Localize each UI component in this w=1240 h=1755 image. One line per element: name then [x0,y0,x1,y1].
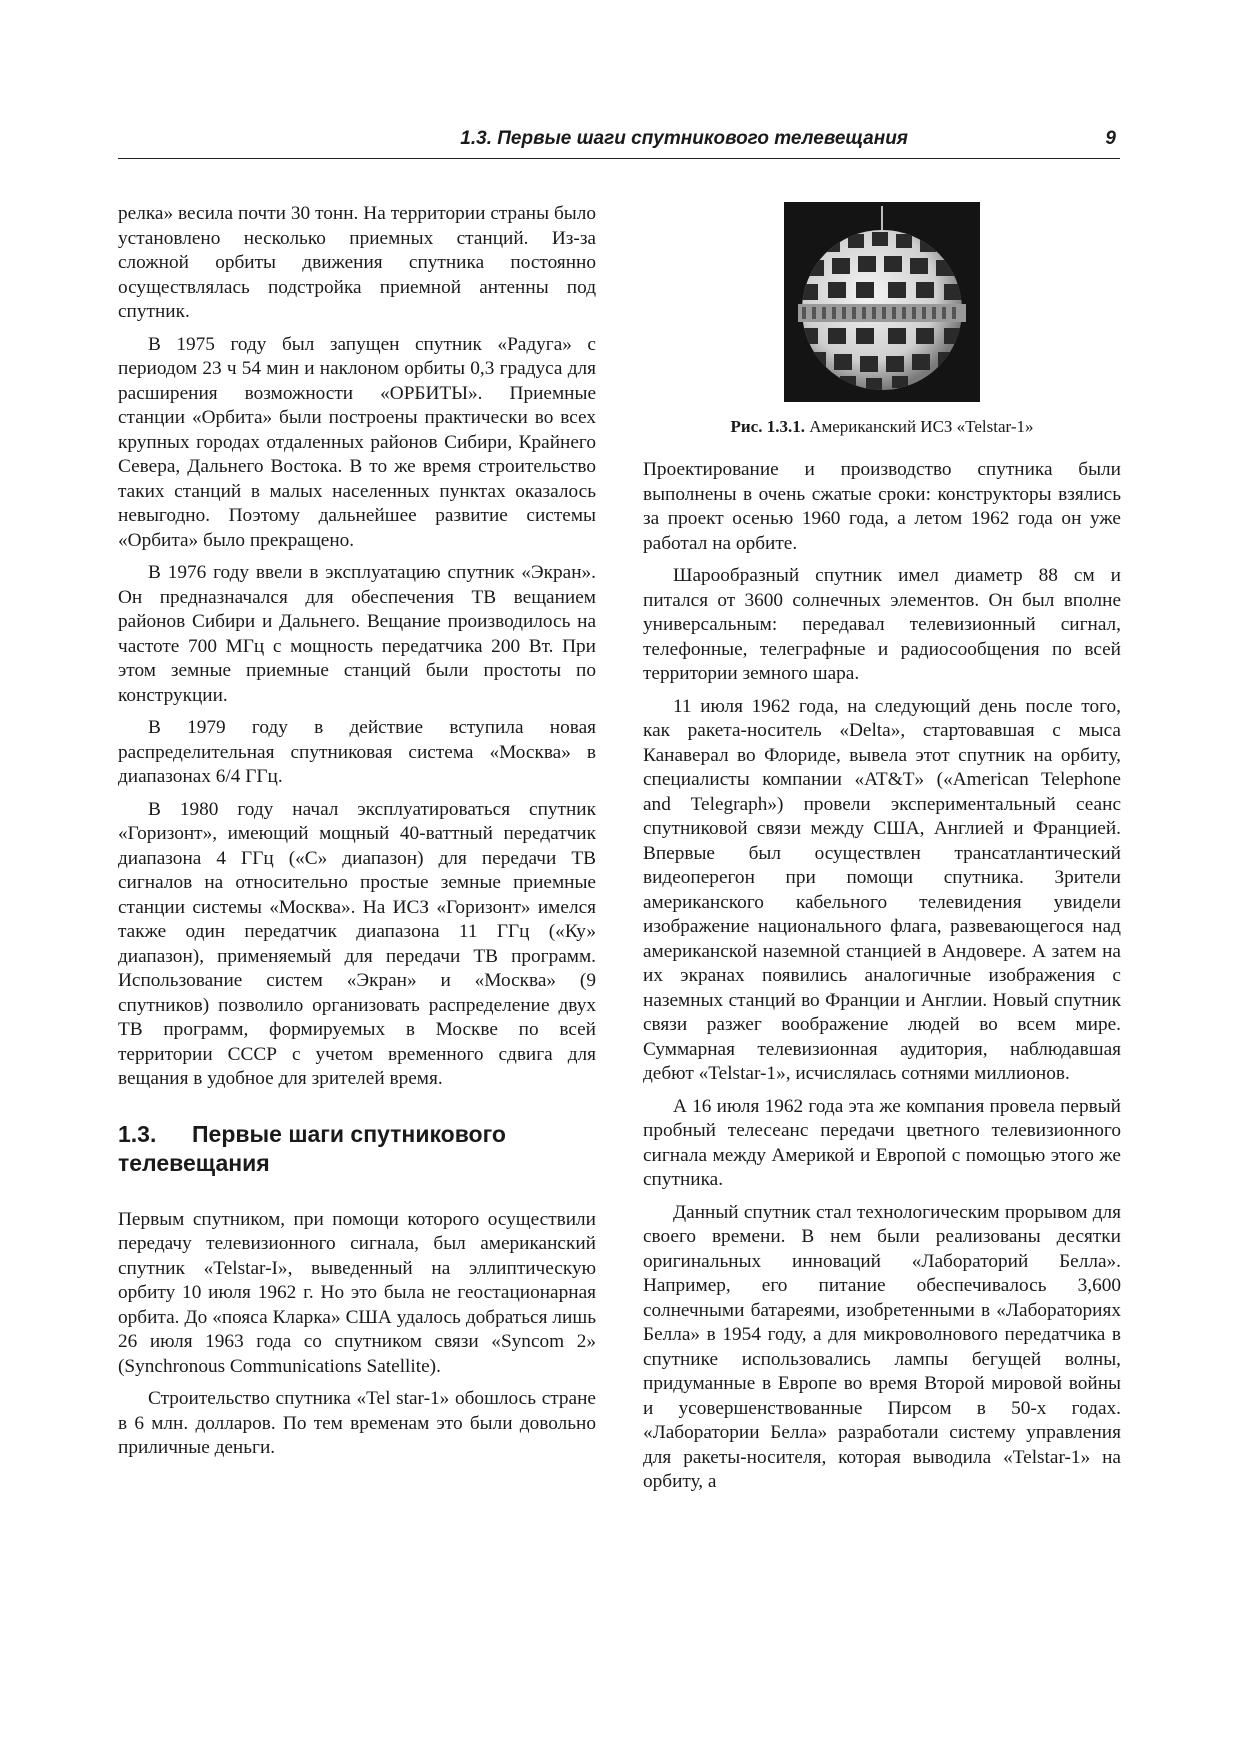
paragraph: релка» весила почти 30 тонн. На территории страны было установлено несколько приемных станций. Из-за сложной орбиты движения спутника постоянно осуществлялась подстройка приемной антенны под спутник. [118,203,596,322]
paragraph: Шарообразный спутник имел диаметр 88 см и питался от 3600 солнечных элементов. Он был вполне универсальным: передавал телевизионный сигнал, телефонные, телеграфные и радиосообщения по всей территории земного шара. [643,565,1121,684]
figure-caption-text: Американский ИСЗ «Telstar-1» [809,417,1034,436]
right-column [643,202,1121,1503]
running-header-title: 1.3. Первые шаги спутникового телевещания [460,128,908,149]
paragraph: 11 июля 1962 года, на следующий день после того, как ракета-носитель «Delta», стартовавшая с мыса Канаверал во Флориде, вывела этот спутник на орбиту, специалисты компании «AT&T» («American Telephone and Telegraph») провели экспериментальный сеанс спутниковой связи между США, Англией и Францией. Впервые был осуществлен трансатлантический видеоперегон при помощи спутника. Зрители американского кабельного телевидения увидели изображение национального флага, развевающегося над американской наземной станцией в Андовере. А затем на их экранах появились аналогичные изображения с наземных станций во Франции и Англии. Новый спутник связи разжег воображение людей во всем мире. Суммарная телевизионная аудитория, наблюдавшая дебют «Telstar-1», исчислялась сотнями миллионов. [643,695,1121,1084]
paragraph: В 1980 году начал эксплуатироваться спутник «Горизонт», имеющий мощный 40-ваттный передатчик диапазона 4 ГГц («С» диапазон) для передачи ТВ сигналов на относительно простые земные приемные станции системы «Москва». На ИСЗ «Горизонт» имелся также один передатчик диапазона 11 ГГц («Ку» диапазон), применяемый для передачи ТВ программ. Использование систем «Экран» и «Москва» (9 спутников) позволило организовать распределение двух ТВ программ, формируемых в Москве по всей территории СССР с учетом временного сдвига для вещания в удобное для зрителей время. [118,798,596,1089]
figure [643,202,1121,438]
telstar-satellite-photo [784,202,980,402]
section-heading [118,1120,596,1178]
section-number: 1.3. [118,1120,157,1147]
paragraph: Первым спутником, при помощи которого осуществили передачу телевизионного сигнала, был американский спутник «Telstar-I», выведенный на эллиптическую орбиту 10 июля 1962 г. Но это была не геостационарная орбита. До «пояса Кларка» США удалось добраться лишь 26 июля 1963 года со спутником связи «Syncom 2» (Synchronous Communications Satellite). [118,1208,596,1377]
running-header [118,128,1120,159]
paragraph: В 1979 году в действие вступила новая распределительная спутниковая система «Москва» в диапазонах 6/4 ГГц. [118,717,596,787]
paragraph: Данный спутник стал технологическим прорывом для своего времени. В нем были реализованы десятки оригинальных инноваций «Лабораторий Белла». Например, его питание обеспечивалось 3,600 солнечными батареями, изобретенными в «Лабораториях Белла» в 1954 году, а для микроволнового передатчика в спутнике использовались лампы бегущей волны, придуманные в Европе во время Второй мировой войны и усовершенствованные Пирсом в 50-х годах. «Лаборатории Белла» разработали систему управления для ракеты-носителя, которая выводила «Telstar-1» на орбиту, а [643,1201,1121,1492]
paragraph: В 1976 году ввели в эксплуатацию спутник «Экран». Он предназначался для обеспечения ТВ вещанием районов Сибири и Дальнего. Вещание производилось на частоте 700 МГц с мощность передатчика 200 Вт. При этом земные приемные станций были простоты по конструкции. [118,562,596,706]
page-number: 9 [1105,128,1116,149]
paragraph: А 16 июля 1962 года эта же компания провела первый пробный телесеанс передачи цветного телевизионного сигнала между Америкой и Европой с помощью этого же спутника. [643,1095,1121,1190]
figure-caption-label: Рис. 1.3.1. [730,417,805,436]
figure-caption [643,416,1121,438]
paragraph: В 1975 году был запущен спутник «Радуга» с периодом 23 ч 54 мин и наклоном орбиты 0,3 градуса для расширения возможности «ОРБИТЫ». Приемные станции «Орбита» были построены практически во всех крупных городах отдаленных районов Сибири, Крайнего Севера, Дальнего Востока. В то же время строительство таких станций в малых населенных пунктах оказалось невыгодно. Поэтому дальнейшее развитие системы «Орбита» было прекращено. [118,333,596,551]
paragraph: Строительство спутника «Tel star-1» обошлось стране в 6 млн. долларов. По тем временам это были довольно приличные деньги. [118,1388,596,1458]
left-column [118,202,596,1469]
section-heading-text: Первые шаги спутникового телевещания [118,1120,506,1176]
paragraph: Проектирование и производство спутника были выполнены в очень сжатые сроки: конструкторы взялись за проект осенью 1960 года, а летом 1962 года он уже работал на орбите. [643,459,1121,554]
